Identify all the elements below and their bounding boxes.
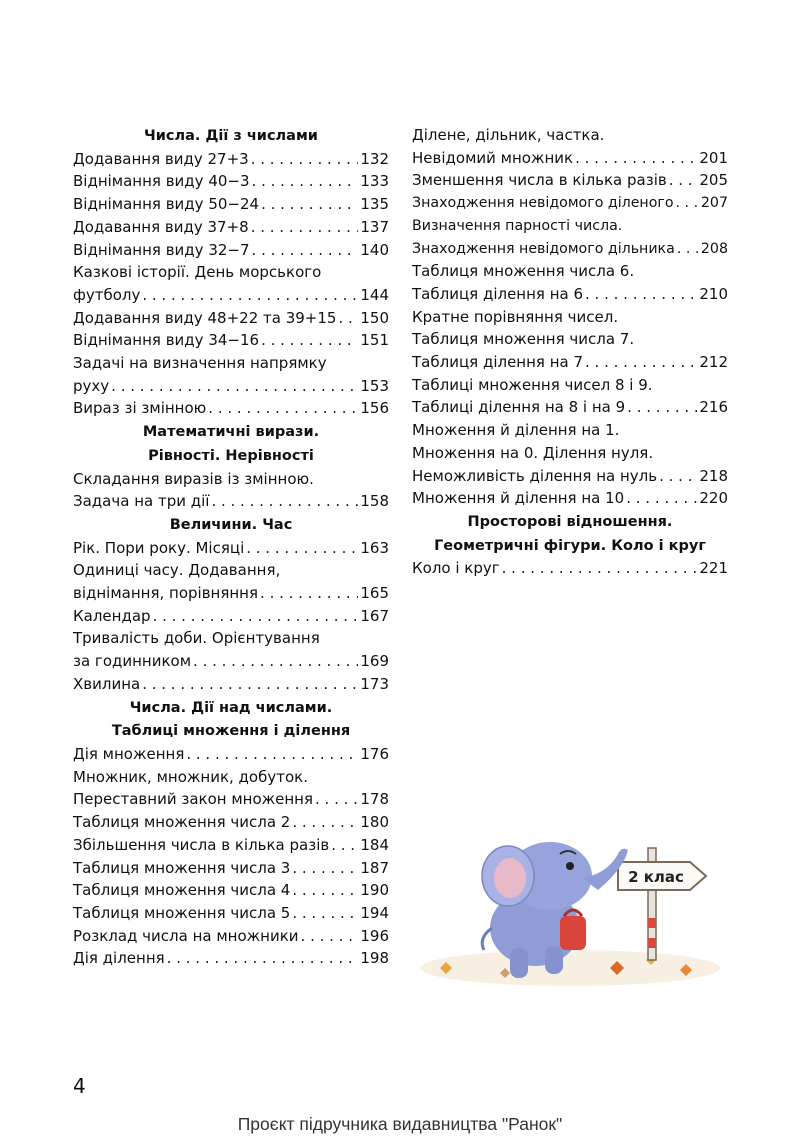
- toc-dot-leader: [186, 743, 358, 766]
- toc-dot-leader: [142, 284, 358, 307]
- toc-entry[interactable]: [412, 283, 728, 306]
- section-heading: Рівності. Нерівності: [148, 447, 314, 464]
- elephant-illustration: [410, 818, 732, 998]
- toc-dot-leader: [261, 193, 358, 216]
- toc-entry-title: Знаходження невідомого діленого: [412, 195, 674, 212]
- toc-dot-leader: [502, 557, 698, 580]
- toc-entry-title: Задача на три дії: [73, 492, 210, 511]
- toc-entry[interactable]: [73, 216, 389, 239]
- toc-entry[interactable]: [73, 947, 389, 970]
- toc-entry-title: Хвилина: [73, 674, 141, 693]
- toc-entry[interactable]: [73, 397, 389, 420]
- toc-entry-title: Ділене, дільник, частка.: [412, 126, 605, 144]
- toc-page-number: 153: [360, 376, 389, 395]
- toc-entry-title: Таблиця множення числа 4: [73, 881, 291, 900]
- toc-entry-title: Множник, множник, добуток.: [73, 767, 308, 786]
- toc-entry-title: Віднімання виду 32−7: [73, 240, 250, 259]
- toc-page-number: 176: [360, 744, 389, 763]
- toc-entry[interactable]: [412, 396, 728, 419]
- toc-dot-leader: [167, 947, 359, 970]
- toc-dot-leader: [677, 238, 699, 261]
- toc-entry: [412, 260, 728, 283]
- toc-entry: [73, 766, 389, 789]
- section-heading: Геометричні фігури. Коло і круг: [434, 537, 706, 554]
- section-heading: Величини. Час: [169, 516, 293, 533]
- toc-page-number: 140: [360, 240, 389, 259]
- toc-entry[interactable]: [412, 351, 728, 374]
- toc-entry-title: Таблиця множення числа 5: [73, 903, 291, 922]
- toc-dot-leader: [338, 307, 358, 330]
- toc-page-number: 158: [360, 492, 389, 511]
- toc-page-number: 180: [360, 813, 389, 832]
- toc-dot-leader: [292, 857, 358, 880]
- toc-entry-title: Віднімання виду 50−24: [73, 195, 260, 214]
- toc-page-number: 221: [699, 559, 728, 578]
- toc-entry-title: Кратне порівняння чисел.: [412, 307, 619, 326]
- toc-entry[interactable]: [73, 673, 389, 696]
- toc-entry[interactable]: [73, 193, 389, 216]
- toc-page-number: 216: [699, 398, 728, 417]
- toc-entry: [412, 328, 728, 351]
- toc-page-number: 178: [360, 790, 389, 809]
- toc-dot-leader: [626, 487, 697, 510]
- toc-entry: [412, 442, 728, 465]
- toc-entry-title: Таблиці множення чисел 8 і 9.: [412, 375, 653, 394]
- toc-page-number: 187: [360, 858, 389, 877]
- toc-entry-title: Вираз зі змінною: [73, 399, 207, 418]
- toc-entry[interactable]: [73, 788, 389, 811]
- toc-dot-leader: [142, 673, 358, 696]
- toc-dot-leader: [585, 283, 697, 306]
- toc-entry[interactable]: [73, 811, 389, 834]
- toc-entry-title: Рік. Пори року. Місяці: [73, 538, 245, 557]
- toc-entry-title: руху: [73, 376, 110, 395]
- toc-entry: [412, 374, 728, 397]
- toc-entry-title: Додавання виду 37+8: [73, 217, 249, 236]
- toc-entry-title: Таблиця множення числа 3: [73, 858, 291, 877]
- toc-entry[interactable]: [412, 192, 728, 215]
- toc-entry: [73, 352, 389, 375]
- toc-entry-title: Множення й ділення на 10: [412, 489, 625, 508]
- toc-entry-title: Задачі на визначення напрямку: [73, 354, 327, 373]
- page-number: 4: [73, 1074, 86, 1098]
- toc-entry: [73, 559, 389, 582]
- toc-dot-leader: [261, 329, 358, 352]
- toc-dot-leader: [627, 396, 697, 419]
- toc-page-number: 190: [360, 881, 389, 900]
- toc-entry[interactable]: [73, 490, 389, 513]
- toc-entry-title: Календар: [73, 606, 151, 625]
- toc-page-number: 201: [699, 148, 728, 167]
- toc-page-number: 184: [360, 835, 389, 854]
- toc-page-number: 218: [699, 466, 728, 485]
- toc-entry-title: Додавання виду 48+22 та 39+15: [73, 308, 337, 327]
- toc-entry: [73, 468, 389, 491]
- toc-page-number: 135: [360, 195, 389, 214]
- toc-page-number: 196: [360, 926, 389, 945]
- toc-page-number: 220: [699, 489, 728, 508]
- toc-dot-leader: [292, 811, 358, 834]
- toc-entry: [412, 419, 728, 442]
- toc-page-number: 194: [360, 903, 389, 922]
- toc-right-column: [412, 124, 728, 580]
- toc-entry[interactable]: [73, 148, 389, 171]
- toc-entry-title: Таблиці ділення на 8 і на 9: [412, 398, 626, 417]
- toc-page-number: 156: [360, 399, 389, 418]
- toc-entry: [412, 124, 728, 147]
- section-heading: Числа. Дії над числами.: [129, 699, 333, 716]
- toc-entry-title: Таблиця ділення на 6: [412, 284, 584, 303]
- toc-dot-leader: [251, 216, 359, 239]
- toc-dot-leader: [331, 834, 358, 857]
- toc-entry-title: Дія ділення: [73, 949, 165, 968]
- toc-entry[interactable]: [412, 238, 728, 261]
- toc-entry[interactable]: [412, 147, 728, 170]
- section-heading: Математичні вирази.: [142, 424, 320, 441]
- sign-text: 2 клас: [628, 868, 684, 886]
- toc-page-number: 133: [360, 172, 389, 191]
- toc-page-number: 169: [360, 652, 389, 671]
- toc-entry[interactable]: [412, 487, 728, 510]
- toc-entry-title: Знаходження невідомого дільника: [412, 240, 675, 257]
- toc-entry-title: Дія множення: [73, 744, 185, 763]
- toc-entry[interactable]: [73, 902, 389, 925]
- toc-entry[interactable]: [73, 284, 389, 307]
- section-heading: Числа. Дії з числами: [144, 128, 318, 144]
- toc-page-number: 150: [360, 308, 389, 327]
- toc-dot-leader: [585, 351, 697, 374]
- toc-dot-leader: [315, 788, 358, 811]
- toc-entry[interactable]: [73, 537, 389, 560]
- toc-entry[interactable]: [412, 169, 728, 192]
- toc-page-number: 132: [360, 149, 389, 168]
- toc-dot-leader: [208, 397, 358, 420]
- toc-page-number: 207: [700, 195, 728, 212]
- toc-entry[interactable]: [73, 239, 389, 262]
- toc-dot-leader: [659, 465, 697, 488]
- toc-entry-title: Коло і круг: [412, 559, 500, 578]
- toc-dot-leader: [246, 537, 358, 560]
- toc-entry-title: Множення на 0. Ділення нуля.: [412, 443, 654, 462]
- toc-entry-title: Невідомий множник: [412, 148, 574, 167]
- toc-entry-title: футболу: [73, 285, 141, 304]
- toc-entry-title: Неможливість ділення на нуль: [412, 466, 658, 485]
- toc-entry[interactable]: [73, 650, 389, 673]
- toc-page-number: 137: [360, 217, 389, 236]
- toc-page-number: 144: [360, 285, 389, 304]
- section-heading: Просторові відношення.: [467, 513, 673, 530]
- toc-dot-leader: [575, 147, 697, 170]
- toc-dot-leader: [676, 192, 699, 215]
- toc-entry[interactable]: [73, 582, 389, 605]
- toc-entry-title: Віднімання виду 40−3: [73, 172, 250, 191]
- toc-entry: [73, 261, 389, 284]
- toc-entry[interactable]: [412, 465, 728, 488]
- toc-entry[interactable]: [73, 605, 389, 628]
- toc-entry-title: Віднімання виду 34−16: [73, 331, 260, 350]
- toc-dot-leader: [153, 605, 359, 628]
- toc-entry[interactable]: [73, 375, 389, 398]
- toc-entry: [412, 306, 728, 329]
- toc-entry[interactable]: [73, 170, 389, 193]
- toc-page-number: 165: [360, 584, 389, 603]
- toc-entry[interactable]: [412, 557, 728, 580]
- toc-entry-title: Додавання виду 27+3: [73, 149, 249, 168]
- toc-entry-title: за годинником: [73, 652, 192, 671]
- toc-entry[interactable]: [73, 857, 389, 880]
- toc-entry[interactable]: [73, 307, 389, 330]
- toc-entry: [73, 627, 389, 650]
- toc-dot-leader: [292, 879, 358, 902]
- toc-entry-title: Тривалість доби. Орієнтування: [73, 629, 320, 648]
- toc-dot-leader: [111, 375, 358, 398]
- toc-entry-title: Множення й ділення на 1.: [412, 421, 620, 440]
- toc-page-number: 163: [360, 538, 389, 557]
- toc-entry-title: Таблиця множення числа 2: [73, 813, 291, 832]
- toc-dot-leader: [193, 650, 358, 673]
- toc-page-number: 151: [360, 331, 389, 350]
- toc-entry-title: віднімання, порівняння: [73, 584, 259, 603]
- toc-dot-leader: [251, 148, 359, 171]
- toc-entry-title: Складання виразів із змінною.: [73, 469, 314, 488]
- toc-left-column: [73, 124, 389, 970]
- toc-page-number: 210: [699, 284, 728, 303]
- toc-entry: [412, 215, 728, 238]
- toc-entry-title: Казкові історії. День морського: [73, 263, 322, 282]
- toc-entry-title: Одиниці часу. Додавання,: [73, 561, 281, 580]
- toc-page-number: 167: [360, 606, 389, 625]
- toc-dot-leader: [260, 582, 358, 605]
- toc-entry-title: Таблиця ділення на 7: [412, 353, 584, 372]
- toc-dot-leader: [301, 925, 359, 948]
- toc-entry-title: Розклад числа на множники: [73, 926, 299, 945]
- toc-page-number: 198: [360, 949, 389, 968]
- toc-page-number: 205: [699, 171, 728, 190]
- toc-entry-title: Переставний закон множення: [73, 790, 314, 809]
- toc-entry[interactable]: [73, 834, 389, 857]
- toc-page-number: 173: [360, 674, 389, 693]
- toc-entry[interactable]: [73, 925, 389, 948]
- toc-dot-leader: [211, 490, 358, 513]
- toc-dot-leader: [252, 170, 359, 193]
- toc-entry[interactable]: [73, 329, 389, 352]
- toc-entry-title: Таблиця множення числа 7.: [412, 330, 635, 349]
- toc-entry[interactable]: [73, 743, 389, 766]
- toc-dot-leader: [252, 239, 359, 262]
- toc-page-number: 208: [700, 240, 728, 257]
- toc-dot-leader: [669, 169, 698, 192]
- toc-entry-title: Зменшення числа в кілька разів: [412, 171, 667, 190]
- footer-text: Проєкт підручника видавництва "Ранок": [237, 1114, 563, 1134]
- section-heading: Таблиці множення і ділення: [111, 723, 351, 740]
- toc-dot-leader: [292, 902, 358, 925]
- toc-entry-title: Збільшення числа в кілька разів: [73, 835, 330, 854]
- toc-entry-title: Таблиця множення числа 6.: [412, 262, 635, 281]
- toc-entry-title: Визначення парності числа.: [412, 217, 623, 234]
- toc-entry[interactable]: [73, 879, 389, 902]
- toc-page-number: 212: [699, 353, 728, 372]
